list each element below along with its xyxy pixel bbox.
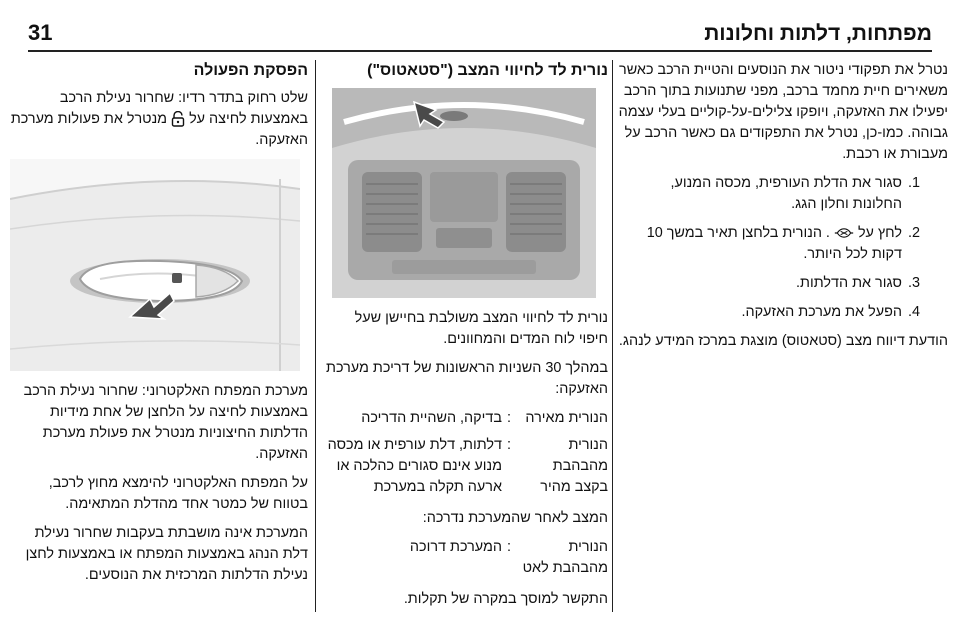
alarm-sensor-icon — [834, 226, 854, 240]
step-item: 1. סגור את הדלת העורפית, מכסה המנוע, החלונות וחלון הגג. — [670, 175, 920, 212]
door-handle-illustration — [10, 159, 300, 371]
table-row: הנורית מהבהבת בקצב מהיר : דלתות, דלת עורפית או מכסה מנוע אינם סגורים כהלכה או ארעה תקלה במערכת — [327, 437, 608, 495]
step-item: 3. סגור את הדלתות. — [796, 275, 920, 291]
column-divider-left — [315, 60, 316, 612]
unlock-icon — [171, 111, 185, 127]
section-heading-deactivate: הפסקת הפעולה — [193, 62, 308, 79]
header-rule — [28, 50, 932, 52]
page-header — [28, 6, 932, 46]
status-table-arming — [322, 408, 608, 498]
table-row: הנורית מאירה : בדיקה, השהיית הדריכה — [361, 410, 608, 426]
step-item: 4. הפעל את מערכת האזעקה. — [741, 304, 920, 320]
status-table-armed — [322, 537, 608, 579]
page-title: מפתחות, דלתות וחלונות — [704, 22, 932, 45]
column-right — [618, 60, 948, 614]
section-heading-led: נורית לד לחיווי המצב ("סטאטוס") — [367, 62, 608, 79]
remote-unlock-paragraph: שלט רחוק בתדר רדיו: שחרור נעילת הרכב באמצעות לחיצה על מנטרל את פעולות מערכת האזעקה. — [10, 90, 308, 148]
door-handle-figure — [10, 159, 300, 371]
column-divider-right — [612, 60, 613, 612]
driver-door-note-paragraph: המערכת אינה מושבתת בעקבות שחרור נעילת דלת הנהג באמצעות המפתח או באמצעות לחצן נעילת הדלתות המרכזית את הנוסעים. — [25, 525, 308, 583]
step-item: 2. לחץ על . הנורית בלחצן תאיר במשך 10 דקות לכל היותר. — [646, 225, 920, 262]
dashboard-sensor-figure — [332, 88, 596, 298]
column-middle — [322, 60, 608, 614]
status-message-paragraph: הודעת דיווח מצב (סטאטוס) מוצגת במרכז המידע לנהג. — [618, 333, 948, 349]
table-row: הנורית מהבהבת לאט : המערכת דרוכה — [409, 539, 608, 576]
steps-list — [618, 173, 920, 323]
intro-paragraph: נטרל את תפקודי ניטור את הנוסעים והטיית הרכב כאשר משאירים חיית מחמד ברכב, מפני שתנועות בתוך הרכב יפעילו את האזעקה, ויופקו צלילים-על-קוליים בעלי עצמה גבוהה. כמו-כן, נטרל את התפקודים גם כאשר הרכב על מעבורת או רכבת. — [618, 62, 948, 162]
keyless-unlock-paragraph: מערכת המפתח האלקטרוני: שחרור נעילת הרכב באמצעות לחיצה על הלחצן של אחת מידיות הדלתות החיצוניות מנטרל את פעולת מערכת האזעקה. — [23, 383, 308, 462]
armed-state-paragraph: המצב לאחר שהמערכת נדרכה: — [422, 510, 608, 526]
key-range-paragraph: על המפתח האלקטרוני להימצא מחוץ לרכב, בטווח של כמטר אחד מהדלת המתאימה. — [48, 475, 308, 512]
column-left — [10, 60, 308, 614]
page-number: 31 — [28, 20, 53, 45]
service-paragraph: התקשר למוסך במקרה של תקלות. — [403, 591, 608, 607]
dashboard-illustration — [332, 88, 596, 298]
arming-period-paragraph: במהלך 30 השניות הראשונות של דריכת מערכת האזעקה: — [326, 360, 608, 397]
led-location-paragraph: נורית לד לחיווי המצב משולבת בחיישן שעל חיפוי לוח המדים והמחוונים. — [354, 310, 608, 347]
